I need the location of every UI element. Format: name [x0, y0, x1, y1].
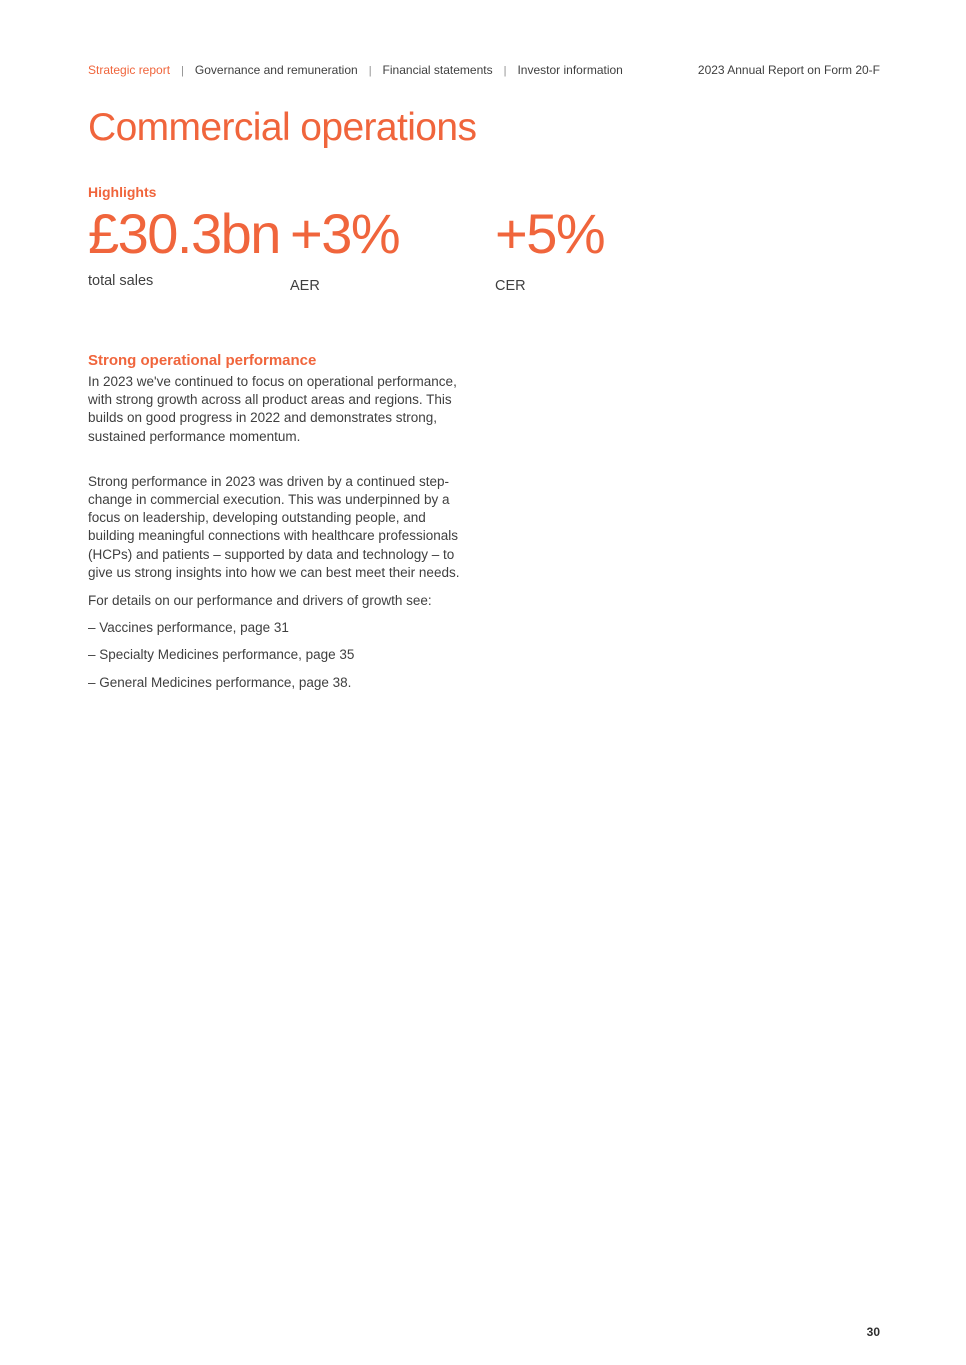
page-title: Commercial operations — [88, 106, 477, 149]
stat-aer-value: +3% — [290, 202, 400, 265]
stat-cer-value: +5% — [495, 202, 605, 265]
nav-item-strategic-report[interactable]: Strategic report — [88, 63, 171, 77]
paragraph: In 2023 we've continued to focus on operational performance, with strong growth across all product areas and regions. This builds on good progress in 2022 and demonstrates strong, sustained performance momentum. — [88, 374, 457, 444]
stat-cer-label: CER — [495, 278, 526, 294]
reference-general-medicines-performance: – General Medicines performance, page 38. — [88, 674, 352, 690]
reference-list — [88, 619, 462, 692]
nav-separator: | — [503, 65, 507, 77]
paragraph: Strong performance in 2023 was driven by a continued step-change in commercial execution. This was underpinned by a focus on leadership, developing outstanding people, and building meaningful connections with healthcare professionals (HCPs) and patients – supported by data and technology – to give us strong insights into how we can best meet their needs. — [88, 473, 460, 580]
details-intro: For details on our performance and drivers of growth see: — [88, 593, 432, 609]
stat-aer — [290, 203, 495, 294]
stat-cer — [495, 203, 604, 294]
report-title: 2023 Annual Report on Form 20-F — [697, 63, 880, 77]
stat-total-sales — [88, 203, 290, 294]
nav-separator: | — [368, 65, 372, 77]
body-column — [88, 352, 462, 692]
page-header — [88, 63, 880, 79]
nav-item-investor-information[interactable]: Investor information — [517, 63, 623, 77]
stat-aer-label: AER — [290, 278, 320, 294]
nav-item-governance-and-remuneration[interactable]: Governance and remuneration — [194, 63, 358, 77]
reference-specialty-medicines-performance: – Specialty Medicines performance, page 35 — [88, 647, 355, 663]
section-heading: Strong operational performance — [88, 352, 317, 369]
nav-item-financial-statements[interactable]: Financial statements — [382, 63, 493, 77]
reference-vaccines-performance: – Vaccines performance, page 31 — [88, 620, 289, 636]
page-number: 30 — [866, 1325, 880, 1339]
nav-separator: | — [181, 65, 184, 77]
stat-total-sales-value: £30.3bn — [88, 202, 280, 265]
section-nav — [88, 63, 623, 79]
stat-total-sales-label: total sales — [88, 273, 154, 289]
highlights-label: Highlights — [88, 184, 157, 200]
highlights-stats — [88, 203, 604, 294]
